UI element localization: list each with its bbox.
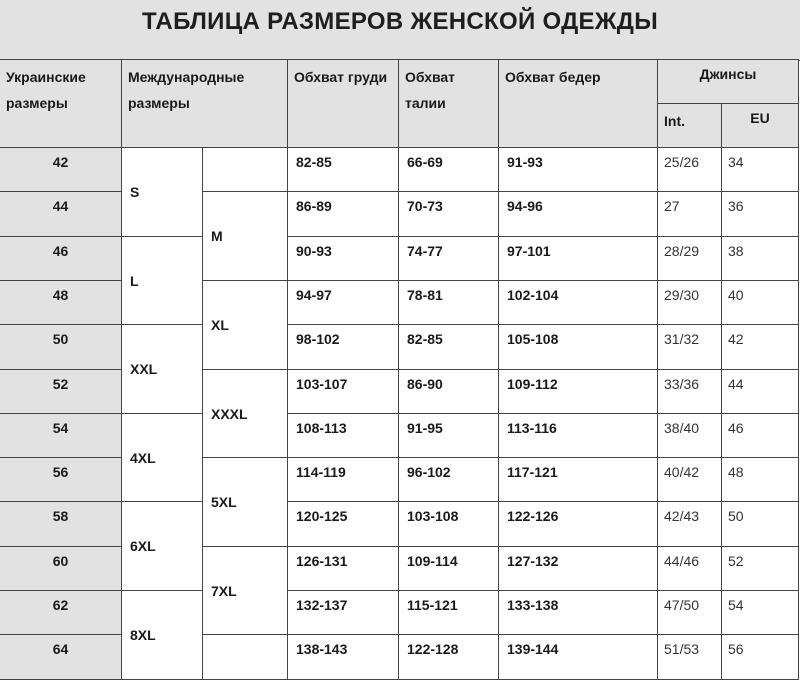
jeans-eu-cell bbox=[721, 590, 799, 635]
ua-size-cell-text: 62 bbox=[52, 597, 69, 613]
ua-size-cell-text: 54 bbox=[52, 420, 69, 436]
ua-size-cell-text: 50 bbox=[52, 331, 69, 347]
intl-size-cell bbox=[121, 324, 203, 414]
intl-size-cell-text: 5XL bbox=[211, 494, 237, 510]
jeans-eu-cell bbox=[721, 147, 799, 192]
jeans-eu-cell bbox=[721, 546, 799, 591]
intl-size-cell-text: 8XL bbox=[130, 627, 156, 643]
jeans-int-cell-text: 40/42 bbox=[664, 464, 700, 480]
jeans-int-cell-text: 33/36 bbox=[664, 376, 700, 392]
chest-cell-text: 120-125 bbox=[296, 508, 348, 524]
ua-size-cell-text: 60 bbox=[52, 553, 69, 569]
ua-size-cell bbox=[0, 369, 122, 414]
chest-cell-text: 126-131 bbox=[296, 553, 348, 569]
jeans-eu-cell-text: 50 bbox=[728, 508, 744, 524]
jeans-int-cell bbox=[657, 147, 722, 192]
hips-cell bbox=[498, 324, 658, 370]
intl-size-cell-text: 4XL bbox=[130, 449, 156, 466]
intl-size-cell bbox=[202, 546, 288, 635]
intl-size-cell-text: M bbox=[211, 228, 223, 244]
ua-size-cell bbox=[0, 457, 122, 502]
waist-cell-text: 115-121 bbox=[407, 597, 458, 613]
waist-cell bbox=[398, 280, 499, 325]
intl-size-cell-text: L bbox=[130, 272, 139, 289]
jeans-eu-cell-text: 38 bbox=[728, 243, 744, 259]
jeans-int-cell bbox=[657, 501, 722, 547]
intl-size-cell bbox=[121, 236, 203, 325]
intl-size-cell bbox=[202, 634, 288, 680]
jeans-eu-cell bbox=[721, 634, 799, 680]
hips-cell bbox=[498, 546, 658, 591]
chest-cell bbox=[287, 191, 399, 237]
header-chest bbox=[287, 59, 399, 148]
intl-size-cell bbox=[202, 191, 288, 281]
jeans-eu-cell bbox=[721, 280, 799, 325]
jeans-eu-cell bbox=[721, 236, 799, 281]
ua-size-cell bbox=[0, 280, 122, 325]
hips-cell bbox=[498, 590, 658, 635]
hips-cell-text: 109-112 bbox=[507, 376, 558, 392]
jeans-int-cell-text: 29/30 bbox=[664, 287, 700, 303]
header-waist-text: Обхват талии bbox=[405, 69, 456, 111]
jeans-int-cell-text: 27 bbox=[664, 198, 680, 214]
waist-cell-text: 96-102 bbox=[407, 464, 451, 480]
header-hips bbox=[498, 59, 658, 148]
chest-cell-text: 114-119 bbox=[296, 464, 346, 480]
header-jeans-eu-text: EU bbox=[750, 110, 770, 126]
hips-cell-text: 133-138 bbox=[507, 597, 559, 613]
waist-cell-text: 82-85 bbox=[407, 331, 443, 347]
intl-size-cell bbox=[202, 457, 288, 547]
chest-cell-text: 90-93 bbox=[296, 243, 332, 259]
jeans-int-cell bbox=[657, 634, 722, 680]
chest-cell-text: 82-85 bbox=[296, 154, 332, 170]
waist-cell-text: 109-114 bbox=[407, 553, 458, 569]
waist-cell-text: 70-73 bbox=[407, 198, 443, 214]
intl-size-cell bbox=[121, 590, 203, 680]
ua-size-cell bbox=[0, 413, 122, 458]
waist-cell bbox=[398, 147, 499, 192]
intl-size-cell-text: XXL bbox=[130, 361, 158, 377]
header-waist bbox=[398, 59, 499, 148]
jeans-int-cell-text: 51/53 bbox=[664, 641, 700, 657]
hips-cell-text: 102-104 bbox=[507, 287, 559, 303]
header-jeans-int-text: Int. bbox=[664, 113, 685, 129]
chest-cell-text: 132-137 bbox=[296, 597, 348, 613]
ua-size-cell-text: 46 bbox=[52, 243, 69, 259]
jeans-eu-cell-text: 46 bbox=[728, 420, 744, 436]
header-ukrainian-sizes-text: Украинские размеры bbox=[6, 69, 86, 111]
waist-cell-text: 74-77 bbox=[407, 243, 443, 259]
ua-size-cell bbox=[0, 324, 122, 370]
jeans-eu-cell-text: 36 bbox=[728, 198, 744, 214]
waist-cell bbox=[398, 546, 499, 591]
waist-cell bbox=[398, 413, 499, 458]
intl-size-cell bbox=[121, 413, 203, 502]
header-jeans-text: Джинсы bbox=[699, 66, 757, 82]
jeans-int-cell-text: 38/40 bbox=[664, 420, 700, 436]
jeans-eu-cell-text: 56 bbox=[728, 641, 744, 657]
jeans-eu-cell bbox=[721, 191, 799, 237]
jeans-int-cell-text: 42/43 bbox=[664, 508, 700, 524]
chest-cell-text: 138-143 bbox=[296, 641, 348, 657]
chest-cell bbox=[287, 236, 399, 281]
hips-cell-text: 97-101 bbox=[507, 243, 551, 259]
jeans-int-cell bbox=[657, 324, 722, 370]
hips-cell bbox=[498, 634, 658, 680]
ua-size-cell bbox=[0, 191, 122, 237]
waist-cell bbox=[398, 457, 499, 502]
chest-cell-text: 98-102 bbox=[296, 331, 340, 347]
header-hips-text: Обхват бедер bbox=[505, 69, 601, 85]
intl-size-cell bbox=[121, 501, 203, 591]
jeans-int-cell bbox=[657, 369, 722, 414]
chest-cell-text: 103-107 bbox=[296, 376, 348, 392]
hips-cell bbox=[498, 369, 658, 414]
hips-cell-text: 113-116 bbox=[507, 420, 557, 436]
intl-size-cell bbox=[202, 280, 288, 370]
intl-size-cell bbox=[202, 369, 288, 458]
hips-cell bbox=[498, 191, 658, 237]
header-ukrainian-sizes bbox=[0, 59, 122, 148]
chest-cell-text: 94-97 bbox=[296, 287, 332, 303]
hips-cell-text: 91-93 bbox=[507, 154, 543, 170]
jeans-int-cell-text: 31/32 bbox=[664, 331, 700, 347]
jeans-int-cell bbox=[657, 236, 722, 281]
header-chest-text: Обхват груди bbox=[294, 69, 388, 85]
jeans-int-cell-text: 47/50 bbox=[664, 597, 700, 613]
ua-size-cell bbox=[0, 590, 122, 635]
jeans-eu-cell-text: 52 bbox=[728, 553, 744, 569]
ua-size-cell bbox=[0, 147, 122, 192]
hips-cell-text: 94-96 bbox=[507, 198, 543, 214]
chest-cell-text: 108-113 bbox=[296, 420, 347, 436]
waist-cell-text: 91-95 bbox=[407, 420, 443, 436]
waist-cell bbox=[398, 590, 499, 635]
ua-size-cell-text: 44 bbox=[52, 198, 69, 214]
waist-cell bbox=[398, 191, 499, 237]
jeans-eu-cell-text: 34 bbox=[728, 154, 744, 170]
waist-cell-text: 86-90 bbox=[407, 376, 443, 392]
page-title: ТАБЛИЦА РАЗМЕРОВ ЖЕНСКОЙ ОДЕЖДЫ bbox=[141, 8, 659, 35]
waist-cell bbox=[398, 501, 499, 547]
jeans-int-cell bbox=[657, 413, 722, 458]
chest-cell bbox=[287, 369, 399, 414]
jeans-int-cell bbox=[657, 280, 722, 325]
jeans-int-cell bbox=[657, 590, 722, 635]
jeans-int-cell-text: 25/26 bbox=[664, 154, 700, 170]
jeans-eu-cell-text: 48 bbox=[728, 464, 744, 480]
waist-cell-text: 66-69 bbox=[407, 154, 443, 170]
hips-cell bbox=[498, 236, 658, 281]
chest-cell bbox=[287, 457, 399, 502]
ua-size-cell-text: 58 bbox=[52, 508, 69, 524]
chest-cell bbox=[287, 501, 399, 547]
chest-cell bbox=[287, 634, 399, 680]
chest-cell-text: 86-89 bbox=[296, 198, 332, 214]
ua-size-cell bbox=[0, 501, 122, 547]
header-jeans bbox=[657, 59, 799, 104]
jeans-eu-cell-text: 40 bbox=[728, 287, 744, 303]
waist-cell bbox=[398, 324, 499, 370]
waist-cell bbox=[398, 236, 499, 281]
hips-cell bbox=[498, 413, 658, 458]
intl-size-cell-text: S bbox=[130, 184, 140, 200]
jeans-eu-cell-text: 54 bbox=[728, 597, 744, 613]
intl-size-cell bbox=[202, 147, 288, 192]
hips-cell-text: 122-126 bbox=[507, 508, 559, 524]
intl-size-cell-text: XXXL bbox=[211, 405, 248, 422]
hips-cell bbox=[498, 457, 658, 502]
jeans-int-cell-text: 44/46 bbox=[664, 553, 700, 569]
hips-cell-text: 127-132 bbox=[507, 553, 559, 569]
jeans-int-cell bbox=[657, 457, 722, 502]
waist-cell-text: 122-128 bbox=[407, 641, 459, 657]
ua-size-cell-text: 64 bbox=[52, 641, 69, 657]
header-jeans-eu bbox=[721, 103, 799, 148]
ua-size-cell bbox=[0, 236, 122, 281]
intl-size-cell bbox=[121, 147, 203, 237]
ua-size-cell-text: 56 bbox=[52, 464, 69, 480]
chest-cell bbox=[287, 280, 399, 325]
hips-cell-text: 105-108 bbox=[507, 331, 559, 347]
jeans-int-cell-text: 28/29 bbox=[664, 243, 700, 259]
hips-cell bbox=[498, 501, 658, 547]
ua-size-cell-text: 52 bbox=[52, 376, 69, 392]
jeans-eu-cell bbox=[721, 324, 799, 370]
header-jeans-int bbox=[657, 103, 722, 148]
jeans-int-cell bbox=[657, 191, 722, 237]
chest-cell bbox=[287, 413, 399, 458]
jeans-eu-cell-text: 42 bbox=[728, 331, 744, 347]
ua-size-cell bbox=[0, 634, 122, 680]
chest-cell bbox=[287, 590, 399, 635]
ua-size-cell bbox=[0, 546, 122, 591]
jeans-eu-cell bbox=[721, 413, 799, 458]
header-international-sizes-text: Международные размеры bbox=[128, 69, 245, 111]
jeans-int-cell bbox=[657, 546, 722, 591]
hips-cell bbox=[498, 147, 658, 192]
jeans-eu-cell bbox=[721, 501, 799, 547]
hips-cell-text: 139-144 bbox=[507, 641, 559, 657]
chest-cell bbox=[287, 324, 399, 370]
hips-cell-text: 117-121 bbox=[507, 464, 558, 480]
intl-size-cell-text: 6XL bbox=[130, 538, 156, 554]
jeans-eu-cell bbox=[721, 369, 799, 414]
intl-size-cell-text: 7XL bbox=[211, 582, 237, 599]
chest-cell bbox=[287, 546, 399, 591]
intl-size-cell-text: XL bbox=[211, 317, 229, 333]
waist-cell bbox=[398, 634, 499, 680]
waist-cell bbox=[398, 369, 499, 414]
header-international-sizes bbox=[121, 59, 288, 148]
waist-cell-text: 78-81 bbox=[407, 287, 443, 303]
waist-cell-text: 103-108 bbox=[407, 508, 459, 524]
ua-size-cell-text: 42 bbox=[52, 154, 69, 170]
hips-cell bbox=[498, 280, 658, 325]
jeans-eu-cell-text: 44 bbox=[728, 376, 744, 392]
chest-cell bbox=[287, 147, 399, 192]
jeans-eu-cell bbox=[721, 457, 799, 502]
ua-size-cell-text: 48 bbox=[52, 287, 69, 303]
